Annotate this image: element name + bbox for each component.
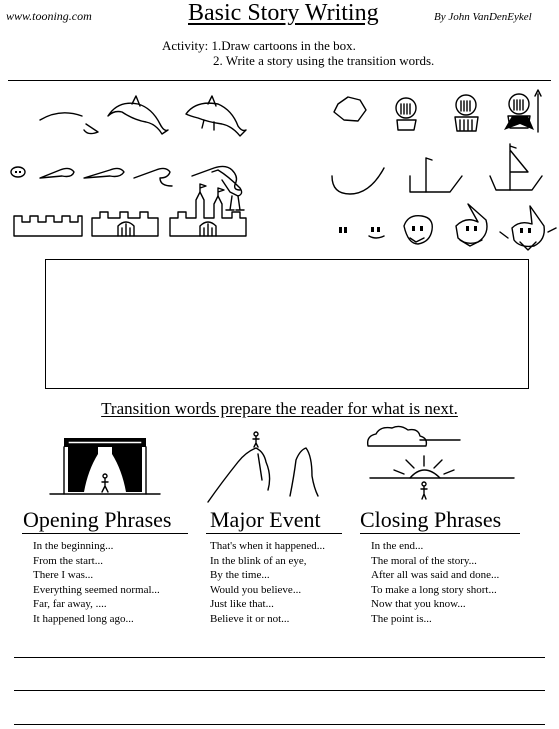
closing-phrases-underline [360,533,520,534]
list-item: By the time... [210,569,270,581]
cliff-climber-icon [208,432,318,502]
transition-sentence: Transition words prepare the reader for what is next. [101,399,458,418]
list-item: Far, far away, .... [33,598,107,610]
list-item: There I was... [33,569,94,581]
stage-curtain-icon [50,438,160,494]
closing-phrases-heading: Closing Phrases [360,507,502,532]
sunset-icon [368,426,514,499]
list-item: The point is... [371,612,432,625]
list-item: After all was said and done... [371,569,500,581]
opening-phrases-heading: Opening Phrases [23,507,172,532]
list-item: Believe it or not... [210,612,290,625]
list-item: The moral of the story... [371,554,477,567]
list-item: That's when it happened... [210,540,326,552]
list-item: In the beginning... [33,540,114,552]
list-item: Everything seemed normal... [33,583,160,596]
list-item: Would you believe... [210,583,302,596]
writing-line[interactable] [14,724,545,725]
major-event-heading: Major Event [210,507,321,532]
page-title: Basic Story Writing [188,0,379,26]
writing-line[interactable] [14,690,545,691]
major-event-underline [206,533,342,534]
list-item: Just like that... [210,598,274,610]
opening-phrases-list [33,539,160,626]
activity-instruction-2: 2. Write a story using the transition words. [213,53,435,68]
list-item: In the end... [371,540,424,552]
list-item: Now that you know... [371,598,466,610]
list-item: It happened long ago... [33,612,134,625]
author-credit: By John VanDenEykel [434,11,532,23]
major-event-list [210,539,325,626]
closing-phrases-list [371,539,499,626]
list-item: In the blink of an eye, [210,554,307,567]
opening-phrases-underline [22,533,188,534]
site-url: www.tooning.com [6,9,92,23]
list-item: To make a long story short... [371,583,497,596]
writing-line[interactable] [14,657,545,658]
list-item: From the start... [33,554,103,567]
activity-instruction-1: Activity: 1.Draw cartoons in the box. [162,38,356,53]
